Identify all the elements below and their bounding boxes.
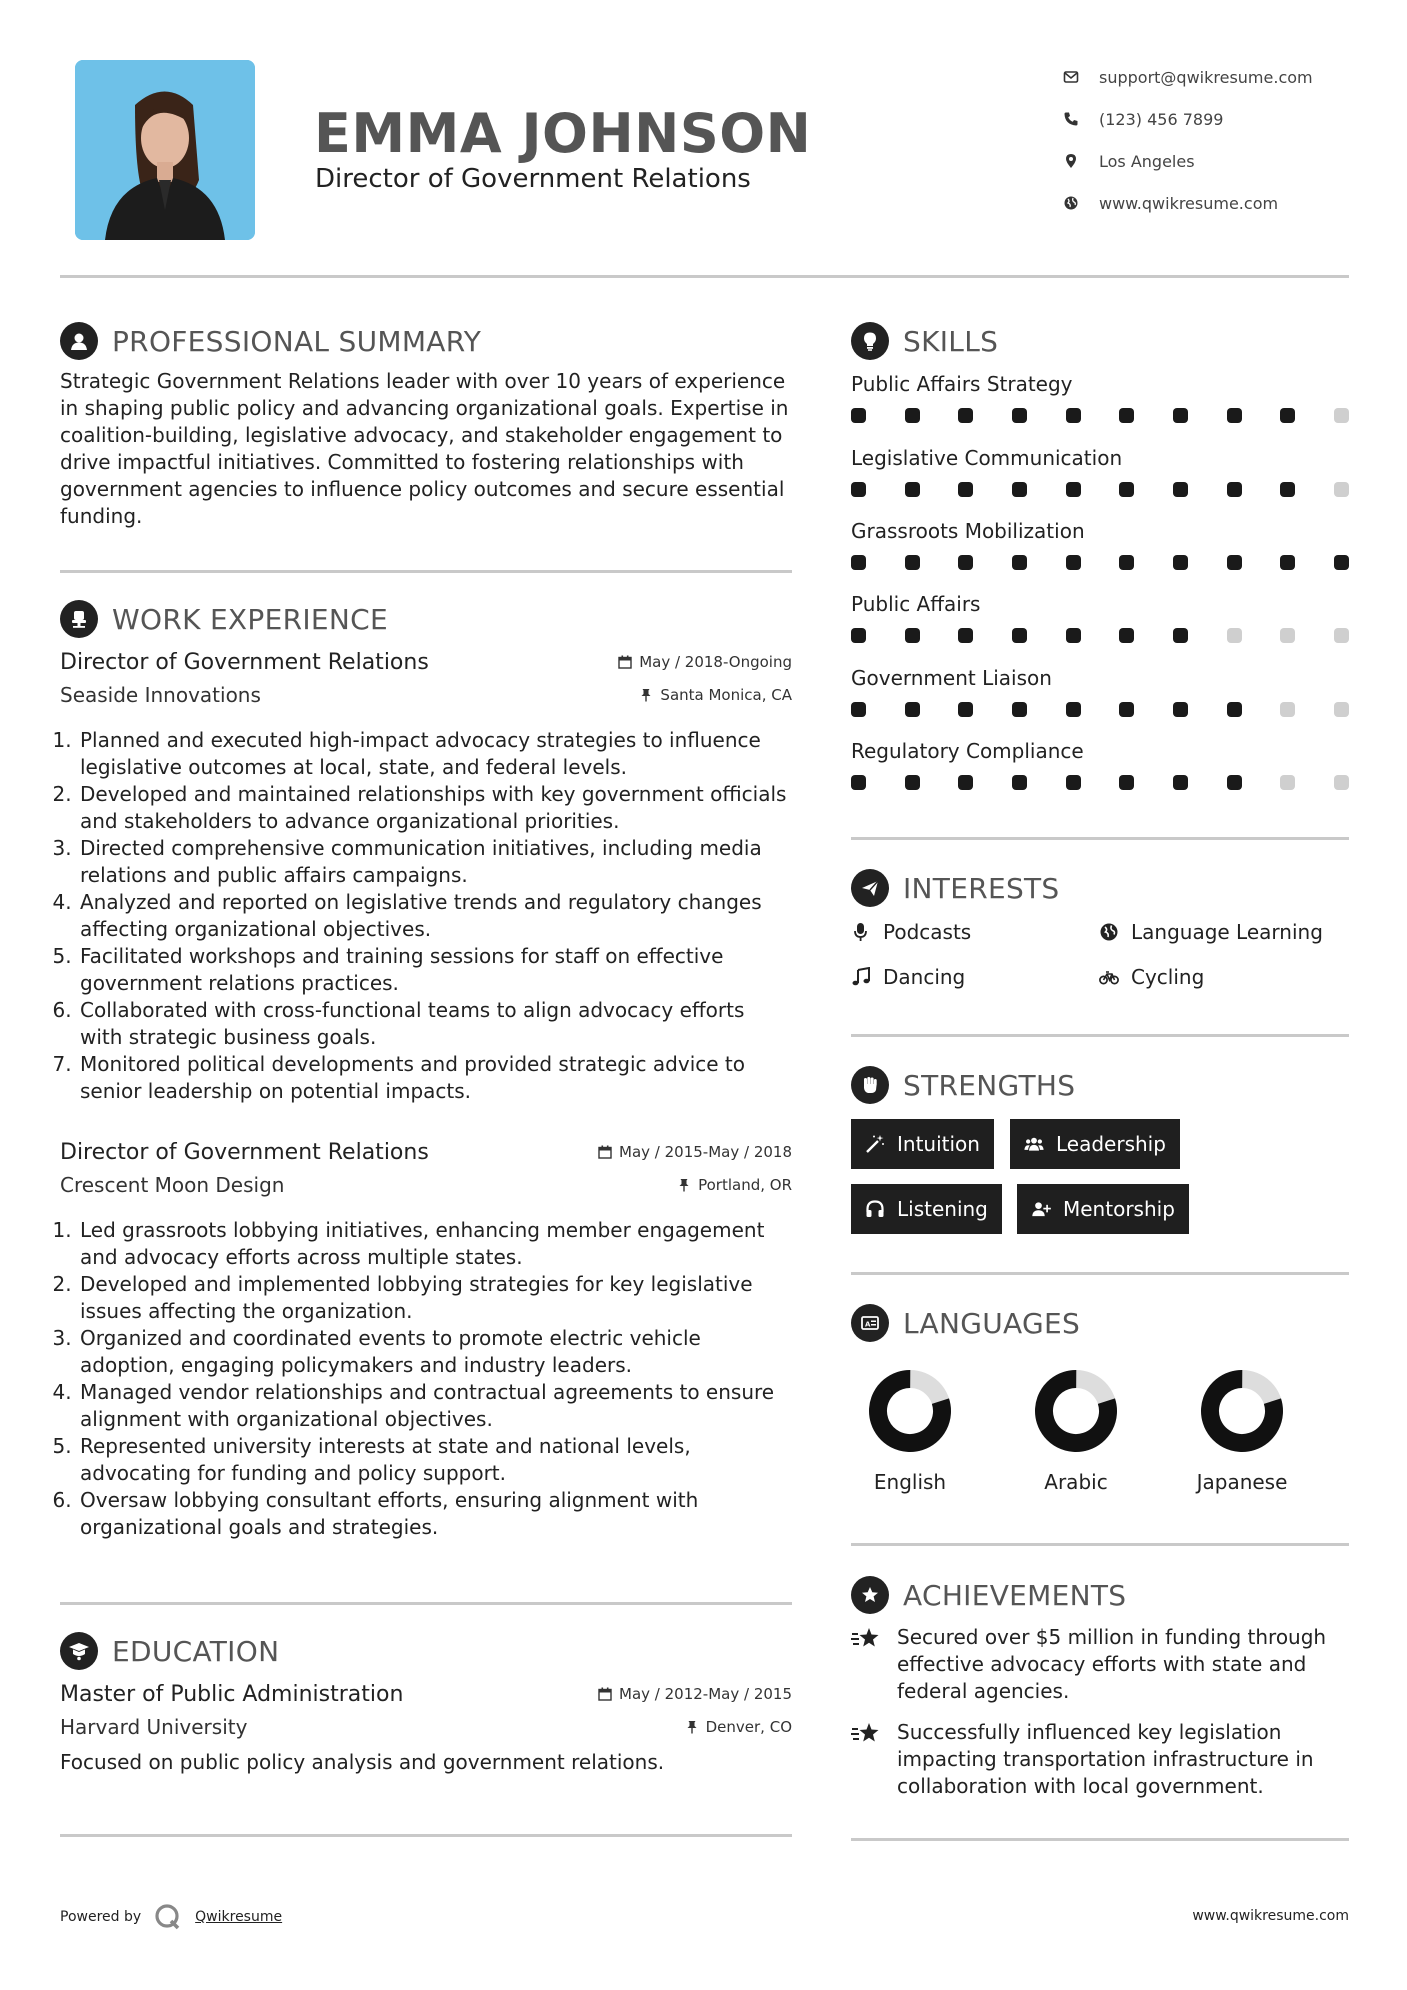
skills-divider xyxy=(851,837,1349,840)
contact-phone-text: (123) 456 7899 xyxy=(1099,109,1224,129)
skill-name: Regulatory Compliance xyxy=(851,739,1084,763)
achievements-heading xyxy=(851,1576,1126,1614)
skills-heading xyxy=(851,322,998,360)
job-entry xyxy=(60,1140,792,1541)
job-bullet: 4. Managed vendor relationships and contractual agreements to ensure alignment with organizational objectives. xyxy=(78,1379,792,1433)
pushpin-icon xyxy=(685,1720,699,1734)
job-bullet: 5. Represented university interests at state and national levels, advocating for funding and policy support. xyxy=(78,1433,792,1487)
rating-dot-filled xyxy=(1227,408,1242,423)
rating-dot-filled xyxy=(905,408,920,423)
contact-website-text: www.qwikresume.com xyxy=(1099,193,1279,213)
summary-divider xyxy=(60,570,792,573)
rating-dot-filled xyxy=(1119,408,1134,423)
interest-label: Cycling xyxy=(1131,965,1205,989)
skill-item xyxy=(851,666,1349,717)
interests-divider xyxy=(851,1034,1349,1037)
rating-dot-filled xyxy=(1227,775,1242,790)
rating-dot-filled xyxy=(905,555,920,570)
rating-dot-filled xyxy=(1119,775,1134,790)
degree-title: Master of Public Administration xyxy=(60,1682,404,1707)
job-title: Director of Government Relations xyxy=(60,650,429,675)
summary-title: PROFESSIONAL SUMMARY xyxy=(112,324,482,358)
job-bullet: 3. Organized and coordinated events to promote electric vehicle adoption, engaging policymakers and industry leaders. xyxy=(78,1325,792,1379)
pushpin-icon xyxy=(639,688,653,702)
rating-dot-filled xyxy=(1280,408,1295,423)
header-divider xyxy=(60,275,1349,278)
rating-dot-empty xyxy=(1227,628,1242,643)
rating-dot-empty xyxy=(1280,775,1295,790)
lightbulb-icon xyxy=(851,322,889,360)
job-bullet: 7. Monitored political developments and provided strategic advice to senior leadership on potential impacts. xyxy=(78,1051,792,1105)
job-location-text: Santa Monica, CA xyxy=(660,686,792,704)
rating-dot-filled xyxy=(1173,482,1188,497)
languages-heading xyxy=(851,1304,1080,1342)
profile-photo-image xyxy=(75,60,255,240)
education-heading xyxy=(60,1632,279,1670)
summary-text: Strategic Government Relations leader with over 10 years of experience in shaping public policy and advancing organizational goals. Expertise in coalition-building, legislative advocacy, and stakeholder engagement to drive impactful initiatives. Committed to fostering relationships with government agencies to influence policy outcomes and secure essential funding. xyxy=(60,369,789,528)
achievements-title: ACHIEVEMENTS xyxy=(903,1578,1127,1612)
graduation-icon xyxy=(60,1632,98,1670)
language-donut xyxy=(867,1368,953,1454)
language-item xyxy=(1187,1368,1297,1494)
job-entry xyxy=(60,650,792,1105)
experience-heading xyxy=(60,600,388,638)
candidate-title: Director of Government Relations xyxy=(315,164,751,194)
job-bullet: 3. Directed comprehensive communication initiatives, including media relations and public affairs campaigns. xyxy=(78,835,792,889)
paper-plane-icon xyxy=(851,869,889,907)
language-name: Japanese xyxy=(1196,1470,1288,1494)
rating-dot-filled xyxy=(1012,555,1027,570)
interest-label: Podcasts xyxy=(883,920,972,944)
skill-name: Grassroots Mobilization xyxy=(851,519,1085,543)
language-name: Arabic xyxy=(1044,1470,1108,1494)
job-bullet: 2. Developed and maintained relationships with key government officials and stakeholders to advance organizational priorities. xyxy=(78,781,792,835)
education-entry xyxy=(60,1682,792,1776)
rating-dot-empty xyxy=(1334,408,1349,423)
rating-dot-filled xyxy=(1012,775,1027,790)
rating-dot-filled xyxy=(1066,482,1081,497)
skill-name: Government Liaison xyxy=(851,666,1052,690)
rating-dot-filled xyxy=(851,555,866,570)
calendar-icon xyxy=(618,655,632,669)
strengths-title: STRENGTHS xyxy=(903,1068,1076,1102)
rating-dot-filled xyxy=(1066,775,1081,790)
strength-tag xyxy=(851,1119,994,1169)
language-name: English xyxy=(873,1470,947,1494)
contact-email-text: support@qwikresume.com xyxy=(1099,67,1313,87)
languages-divider xyxy=(851,1543,1349,1546)
skill-name: Public Affairs Strategy xyxy=(851,372,1073,396)
job-bullets xyxy=(60,1217,792,1541)
contact-website[interactable] xyxy=(1063,182,1393,224)
rating-dot-filled xyxy=(1173,408,1188,423)
rating-dot-filled xyxy=(905,702,920,717)
rating-dot-filled xyxy=(1227,555,1242,570)
interest-label: Language Learning xyxy=(1131,920,1323,944)
microphone-icon xyxy=(851,922,871,942)
language-item xyxy=(855,1368,965,1494)
achievements-divider xyxy=(851,1838,1349,1841)
rating-dot-filled xyxy=(958,482,973,497)
skills-title: SKILLS xyxy=(903,324,999,358)
globe-icon xyxy=(1063,195,1099,211)
magic-wand-icon xyxy=(865,1134,885,1154)
candidate-name: EMMA JOHNSON xyxy=(314,102,812,165)
education-dates xyxy=(598,1685,792,1703)
music-note-icon xyxy=(851,967,871,987)
education-title: EDUCATION xyxy=(112,1634,280,1668)
job-bullet: 4. Analyzed and reported on legislative trends and regulatory changes affecting organizational objectives. xyxy=(78,889,792,943)
footer-branding xyxy=(60,1902,282,1932)
envelope-icon xyxy=(1063,69,1099,85)
footer-url[interactable]: www.qwikresume.com xyxy=(1192,1908,1349,1924)
contact-phone[interactable] xyxy=(1063,98,1393,140)
rating-dot-filled xyxy=(958,555,973,570)
strength-label: Listening xyxy=(897,1197,988,1221)
skill-rating xyxy=(851,555,1349,570)
rating-dot-empty xyxy=(1334,628,1349,643)
pushpin-icon xyxy=(677,1178,691,1192)
interest-label: Dancing xyxy=(883,965,966,989)
interests-title: INTERESTS xyxy=(903,871,1060,905)
skill-name: Legislative Communication xyxy=(851,446,1123,470)
contact-list xyxy=(1063,56,1393,224)
job-company: Seaside Innovations xyxy=(60,683,261,707)
powered-by-text: Powered by xyxy=(60,1909,142,1925)
job-bullet: 5. Facilitated workshops and training sessions for staff on effective government relations practices. xyxy=(78,943,792,997)
job-bullet: 2. Developed and implemented lobbying strategies for key legislative issues affecting the organization. xyxy=(78,1271,792,1325)
job-bullet: 1. Planned and executed high-impact advocacy strategies to influence legislative outcomes at local, state, and federal levels. xyxy=(78,727,792,781)
rating-dot-filled xyxy=(851,775,866,790)
strength-label: Mentorship xyxy=(1063,1197,1175,1221)
star-badge-icon xyxy=(851,1576,889,1614)
language-donut xyxy=(1199,1368,1285,1454)
rating-dot-empty xyxy=(1334,702,1349,717)
job-location-text: Portland, OR xyxy=(698,1176,792,1194)
skill-rating xyxy=(851,482,1349,497)
headphones-icon xyxy=(865,1199,885,1219)
rating-dot-filled xyxy=(1012,628,1027,643)
briefcase-chair-icon xyxy=(60,600,98,638)
job-bullets xyxy=(60,727,792,1105)
rating-dot-filled xyxy=(1227,482,1242,497)
interests-heading xyxy=(851,869,1060,907)
rating-dot-filled xyxy=(905,482,920,497)
skill-rating xyxy=(851,702,1349,717)
rating-dot-filled xyxy=(1334,555,1349,570)
rating-dot-filled xyxy=(851,702,866,717)
user-icon xyxy=(60,322,98,360)
rating-dot-filled xyxy=(1227,702,1242,717)
rating-dot-filled xyxy=(958,408,973,423)
skill-item xyxy=(851,739,1349,790)
skill-rating xyxy=(851,775,1349,790)
experience-divider xyxy=(60,1602,792,1605)
skill-rating xyxy=(851,628,1349,643)
rating-dot-filled xyxy=(1012,702,1027,717)
job-bullet: 6. Collaborated with cross-functional teams to align advocacy efforts with strategic business goals. xyxy=(78,997,792,1051)
job-location xyxy=(677,1176,792,1194)
contact-location xyxy=(1063,140,1393,182)
rating-dot-filled xyxy=(1066,555,1081,570)
contact-email[interactable] xyxy=(1063,56,1393,98)
strength-tag xyxy=(851,1184,1002,1234)
rating-dot-filled xyxy=(1119,555,1134,570)
strength-tag xyxy=(1010,1119,1180,1169)
job-dates-text: May / 2015-May / 2018 xyxy=(619,1143,792,1161)
rating-dot-filled xyxy=(1012,408,1027,423)
rating-dot-empty xyxy=(1334,482,1349,497)
contact-location-text: Los Angeles xyxy=(1099,151,1195,171)
strengths-divider xyxy=(851,1272,1349,1275)
map-pin-icon xyxy=(1063,153,1099,169)
profile-photo xyxy=(75,60,255,240)
job-bullet: 6. Oversaw lobbying consultant efforts, ensuring alignment with organizational goals and strategies. xyxy=(78,1487,792,1541)
experience-title: WORK EXPERIENCE xyxy=(112,602,388,636)
calendar-icon xyxy=(598,1145,612,1159)
rating-dot-filled xyxy=(1173,628,1188,643)
skill-name: Public Affairs xyxy=(851,592,981,616)
rating-dot-empty xyxy=(1280,702,1295,717)
job-location xyxy=(639,686,792,704)
bicycle-icon xyxy=(1099,967,1119,987)
achievement-item xyxy=(851,1719,1351,1800)
rating-dot-filled xyxy=(905,775,920,790)
education-location-text: Denver, CO xyxy=(705,1718,792,1736)
language-card-icon xyxy=(851,1304,889,1342)
shooting-star-icon xyxy=(851,1626,881,1652)
skill-item xyxy=(851,446,1349,497)
job-dates xyxy=(618,653,792,671)
rating-dot-filled xyxy=(958,628,973,643)
achievement-text: Successfully influenced key legislation impacting transportation infrastructure in collaboration with local government. xyxy=(897,1720,1314,1798)
calendar-icon xyxy=(598,1687,612,1701)
rating-dot-filled xyxy=(1119,482,1134,497)
shooting-star-icon xyxy=(851,1721,881,1747)
rating-dot-filled xyxy=(851,408,866,423)
brand-link[interactable]: Qwikresume xyxy=(195,1909,283,1925)
rating-dot-filled xyxy=(1066,702,1081,717)
skill-rating xyxy=(851,408,1349,423)
rating-dot-filled xyxy=(851,482,866,497)
rating-dot-filled xyxy=(1173,702,1188,717)
users-icon xyxy=(1024,1134,1044,1154)
strength-label: Leadership xyxy=(1056,1132,1166,1156)
interest-item xyxy=(851,965,965,989)
job-title: Director of Government Relations xyxy=(60,1140,429,1165)
job-dates xyxy=(598,1143,792,1161)
rating-dot-filled xyxy=(1119,628,1134,643)
achievement-text: Secured over $5 million in funding through effective advocacy efforts with state and federal agencies. xyxy=(897,1625,1327,1703)
language-item xyxy=(1021,1368,1131,1494)
job-dates-text: May / 2018-Ongoing xyxy=(639,653,792,671)
achievement-item xyxy=(851,1624,1351,1705)
rating-dot-empty xyxy=(1334,775,1349,790)
rating-dot-filled xyxy=(1119,702,1134,717)
rating-dot-filled xyxy=(1066,628,1081,643)
interest-item xyxy=(1099,965,1204,989)
fist-icon xyxy=(851,1066,889,1104)
education-divider xyxy=(60,1834,792,1837)
phone-icon xyxy=(1063,111,1099,127)
summary-heading xyxy=(60,322,481,360)
strengths-heading xyxy=(851,1066,1075,1104)
education-location xyxy=(685,1718,792,1736)
language-donut xyxy=(1033,1368,1119,1454)
languages-title: LANGUAGES xyxy=(903,1306,1081,1340)
school-name: Harvard University xyxy=(60,1715,248,1739)
rating-dot-empty xyxy=(1280,628,1295,643)
education-dates-text: May / 2012-May / 2015 xyxy=(619,1685,792,1703)
interest-item xyxy=(1099,920,1323,944)
interest-item xyxy=(851,920,971,944)
job-company: Crescent Moon Design xyxy=(60,1173,285,1197)
skill-item xyxy=(851,372,1349,423)
qwikresume-logo-icon xyxy=(153,1902,183,1932)
rating-dot-filled xyxy=(1012,482,1027,497)
rating-dot-filled xyxy=(851,628,866,643)
globe-icon xyxy=(1099,922,1119,942)
svg-text:A: A xyxy=(865,1320,871,1329)
rating-dot-filled xyxy=(1280,555,1295,570)
rating-dot-filled xyxy=(958,775,973,790)
strength-label: Intuition xyxy=(897,1132,980,1156)
rating-dot-filled xyxy=(958,702,973,717)
rating-dot-filled xyxy=(1066,408,1081,423)
strength-tag xyxy=(1017,1184,1189,1234)
education-description: Focused on public policy analysis and government relations. xyxy=(60,1750,665,1774)
job-bullet: 1. Led grassroots lobbying initiatives, enhancing member engagement and advocacy efforts across multiple states. xyxy=(78,1217,792,1271)
rating-dot-filled xyxy=(1280,482,1295,497)
rating-dot-filled xyxy=(1173,775,1188,790)
user-plus-icon xyxy=(1031,1199,1051,1219)
skill-item xyxy=(851,519,1349,570)
rating-dot-filled xyxy=(905,628,920,643)
skill-item xyxy=(851,592,1349,643)
rating-dot-filled xyxy=(1173,555,1188,570)
